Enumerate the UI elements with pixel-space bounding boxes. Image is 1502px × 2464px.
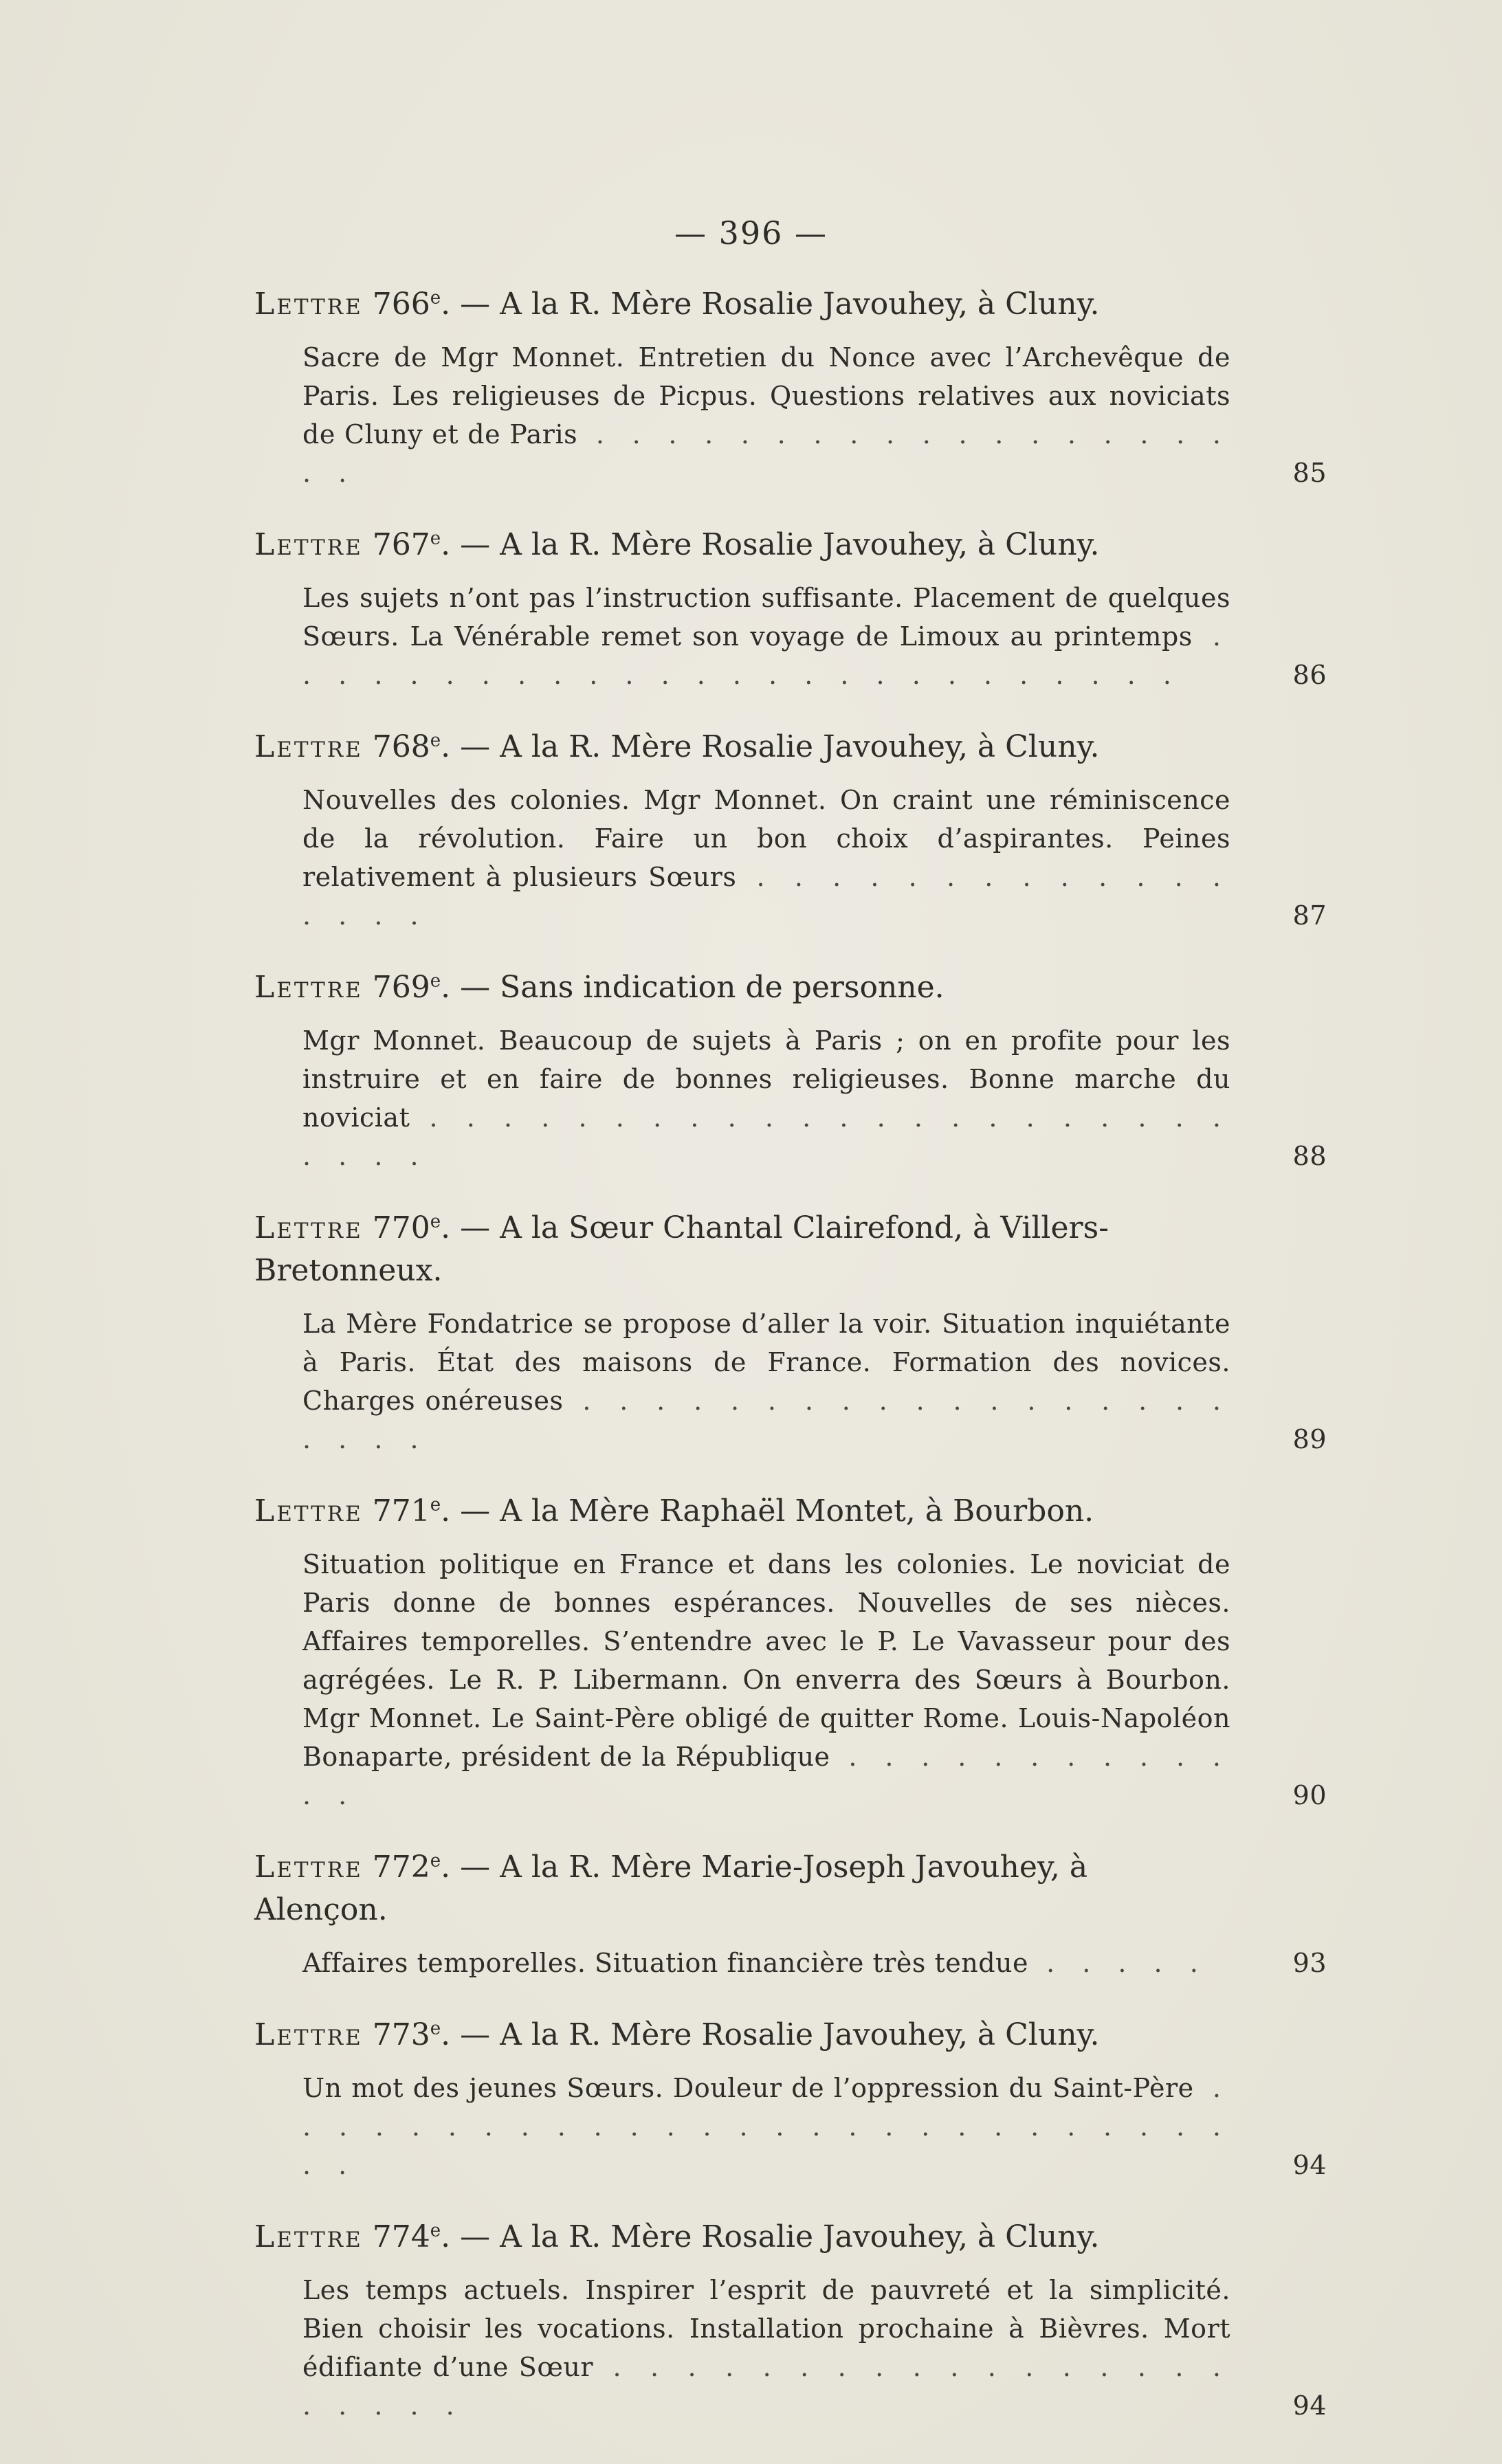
entry-summary: La Mère Fondatrice se propose d’aller la voir. Situation inquiétante à Paris. État des maisons de France. Formation des novices. Charges onéreuses . . . . . . . . . . . . . . . . . . . . . . 89: [302, 1305, 1230, 1458]
entry-page-ref: 89: [1292, 1424, 1327, 1454]
entry-heading: [254, 1490, 1320, 1533]
entry-number: 772e: [372, 1850, 441, 1885]
entry-recipient: . — A la Mère Raphaël Montet, à Bourbon.: [441, 1494, 1094, 1529]
entry-label: Lettre: [254, 2219, 363, 2254]
entry-heading: [254, 1846, 1320, 1931]
entry-heading: [254, 524, 1320, 566]
entry-number: 767e: [372, 527, 441, 562]
entry-number: 768e: [372, 729, 441, 764]
entry-page-ref: 86: [1292, 660, 1327, 690]
entry-summary: Situation politique en France et dans les colonies. Le noviciat de Paris donne de bonnes espérances. Nouvelles de ses nièces. Affaires temporelles. S’entendre avec le P. Le Vavasseur pour des agrégées. Le R. P. Libermann. On enverra des Sœurs à Bourbon. Mgr Monnet. Le Saint-Père obligé de quitter Rome. Louis-Napoléon Bonaparte, président de la République . . . . . . . . . . . . . 90: [302, 1545, 1230, 1814]
entry-page-ref: 90: [1292, 1780, 1327, 1810]
entry-summary: Les temps actuels. Inspirer l’esprit de pauvreté et la simplicité. Bien choisir les vocations. Installation prochaine à Bièvres. Mort édifiante d’une Sœur . . . . . . . . . . . . . . . . . . . . . . 94: [302, 2271, 1230, 2425]
table-of-contents: [254, 283, 1327, 2425]
entry-recipient: . — A la R. Mère Rosalie Javouhey, à Cluny.: [441, 2219, 1100, 2254]
toc-entry: [254, 966, 1327, 1175]
entry-heading: [254, 2014, 1320, 2056]
entry-label: Lettre: [254, 287, 363, 322]
entry-recipient: . — A la R. Mère Rosalie Javouhey, à Cluny.: [441, 729, 1100, 764]
entry-number: 771e: [372, 1494, 441, 1529]
entry-heading: [254, 283, 1320, 326]
entry-heading: [254, 2216, 1320, 2258]
entry-label: Lettre: [254, 729, 363, 764]
entry-number: 769e: [372, 970, 441, 1005]
entry-recipient: . — A la R. Mère Rosalie Javouhey, à Cluny.: [441, 2017, 1100, 2052]
entry-recipient: . — Sans indication de personne.: [441, 970, 945, 1005]
entry-page-ref: 94: [1292, 2150, 1327, 2180]
toc-entry: [254, 1207, 1327, 1458]
entry-label: Lettre: [254, 527, 363, 562]
entry-recipient: . — A la Sœur Chantal Clairefond, à Villers-Bretonneux.: [254, 1210, 1109, 1288]
entry-number: 774e: [372, 2219, 441, 2254]
entry-summary: Affaires temporelles. Situation financière très tendue . . . . . 93: [302, 1944, 1230, 1982]
toc-entry: [254, 1490, 1327, 1814]
page-number: — 396 —: [674, 214, 828, 252]
entry-heading: [254, 966, 1320, 1009]
entry-heading: [254, 1207, 1320, 1292]
entry-number: 766e: [372, 287, 441, 322]
entry-summary: Mgr Monnet. Beaucoup de sujets à Paris ; on en profite pour les instruire et en faire de bonnes religieuses. Bonne marche du noviciat . . . . . . . . . . . . . . . . . . . . . . . . . . 88: [302, 1021, 1230, 1175]
toc-entry: [254, 2014, 1327, 2184]
entry-label: Lettre: [254, 2017, 363, 2052]
entry-summary: Les sujets n’ont pas l’instruction suffisante. Placement de quelques Sœurs. La Vénérable remet son voyage de Limoux au printemps . . . . . . . . . . . . . . . . . . . . . . . . . . 86: [302, 579, 1230, 694]
toc-entry: [254, 524, 1327, 694]
entry-label: Lettre: [254, 1494, 363, 1529]
entry-summary: Un mot des jeunes Sœurs. Douleur de l’oppression du Saint-Père . . . . . . . . . . . . . . . . . . . . . . . . . . . . . 94: [302, 2069, 1230, 2184]
entry-page-ref: 87: [1292, 900, 1327, 931]
toc-entry: [254, 2216, 1327, 2425]
toc-entry: [254, 726, 1327, 935]
entry-number: 773e: [372, 2017, 441, 2052]
entry-recipient: . — A la R. Mère Rosalie Javouhey, à Cluny.: [441, 527, 1100, 562]
entry-number: 770e: [372, 1210, 441, 1245]
entry-page-ref: 93: [1292, 1948, 1327, 1978]
entry-summary: Nouvelles des colonies. Mgr Monnet. On craint une réminiscence de la révolution. Faire un bon choix d’aspirantes. Peines relativement à plusieurs Sœurs . . . . . . . . . . . . . . . . . 87: [302, 781, 1230, 935]
entry-label: Lettre: [254, 1210, 363, 1245]
entry-label: Lettre: [254, 970, 363, 1005]
entry-heading: [254, 726, 1320, 768]
entry-page-ref: 85: [1292, 458, 1327, 488]
entry-recipient: . — A la R. Mère Marie-Joseph Javouhey, à Alençon.: [254, 1850, 1088, 1927]
entry-page-ref: 88: [1292, 1141, 1327, 1171]
entry-page-ref: 94: [1292, 2390, 1327, 2421]
entry-summary: Sacre de Mgr Monnet. Entretien du Nonce avec l’Archevêque de Paris. Les religieuses de Picpus. Questions relatives aux noviciats de Cluny et de Paris . . . . . . . . . . . . . . . . . . . . 85: [302, 338, 1230, 492]
entry-recipient: . — A la R. Mère Rosalie Javouhey, à Cluny.: [441, 287, 1100, 322]
toc-entry: [254, 1846, 1327, 1982]
entry-label: Lettre: [254, 1850, 363, 1885]
toc-entry: [254, 283, 1327, 492]
